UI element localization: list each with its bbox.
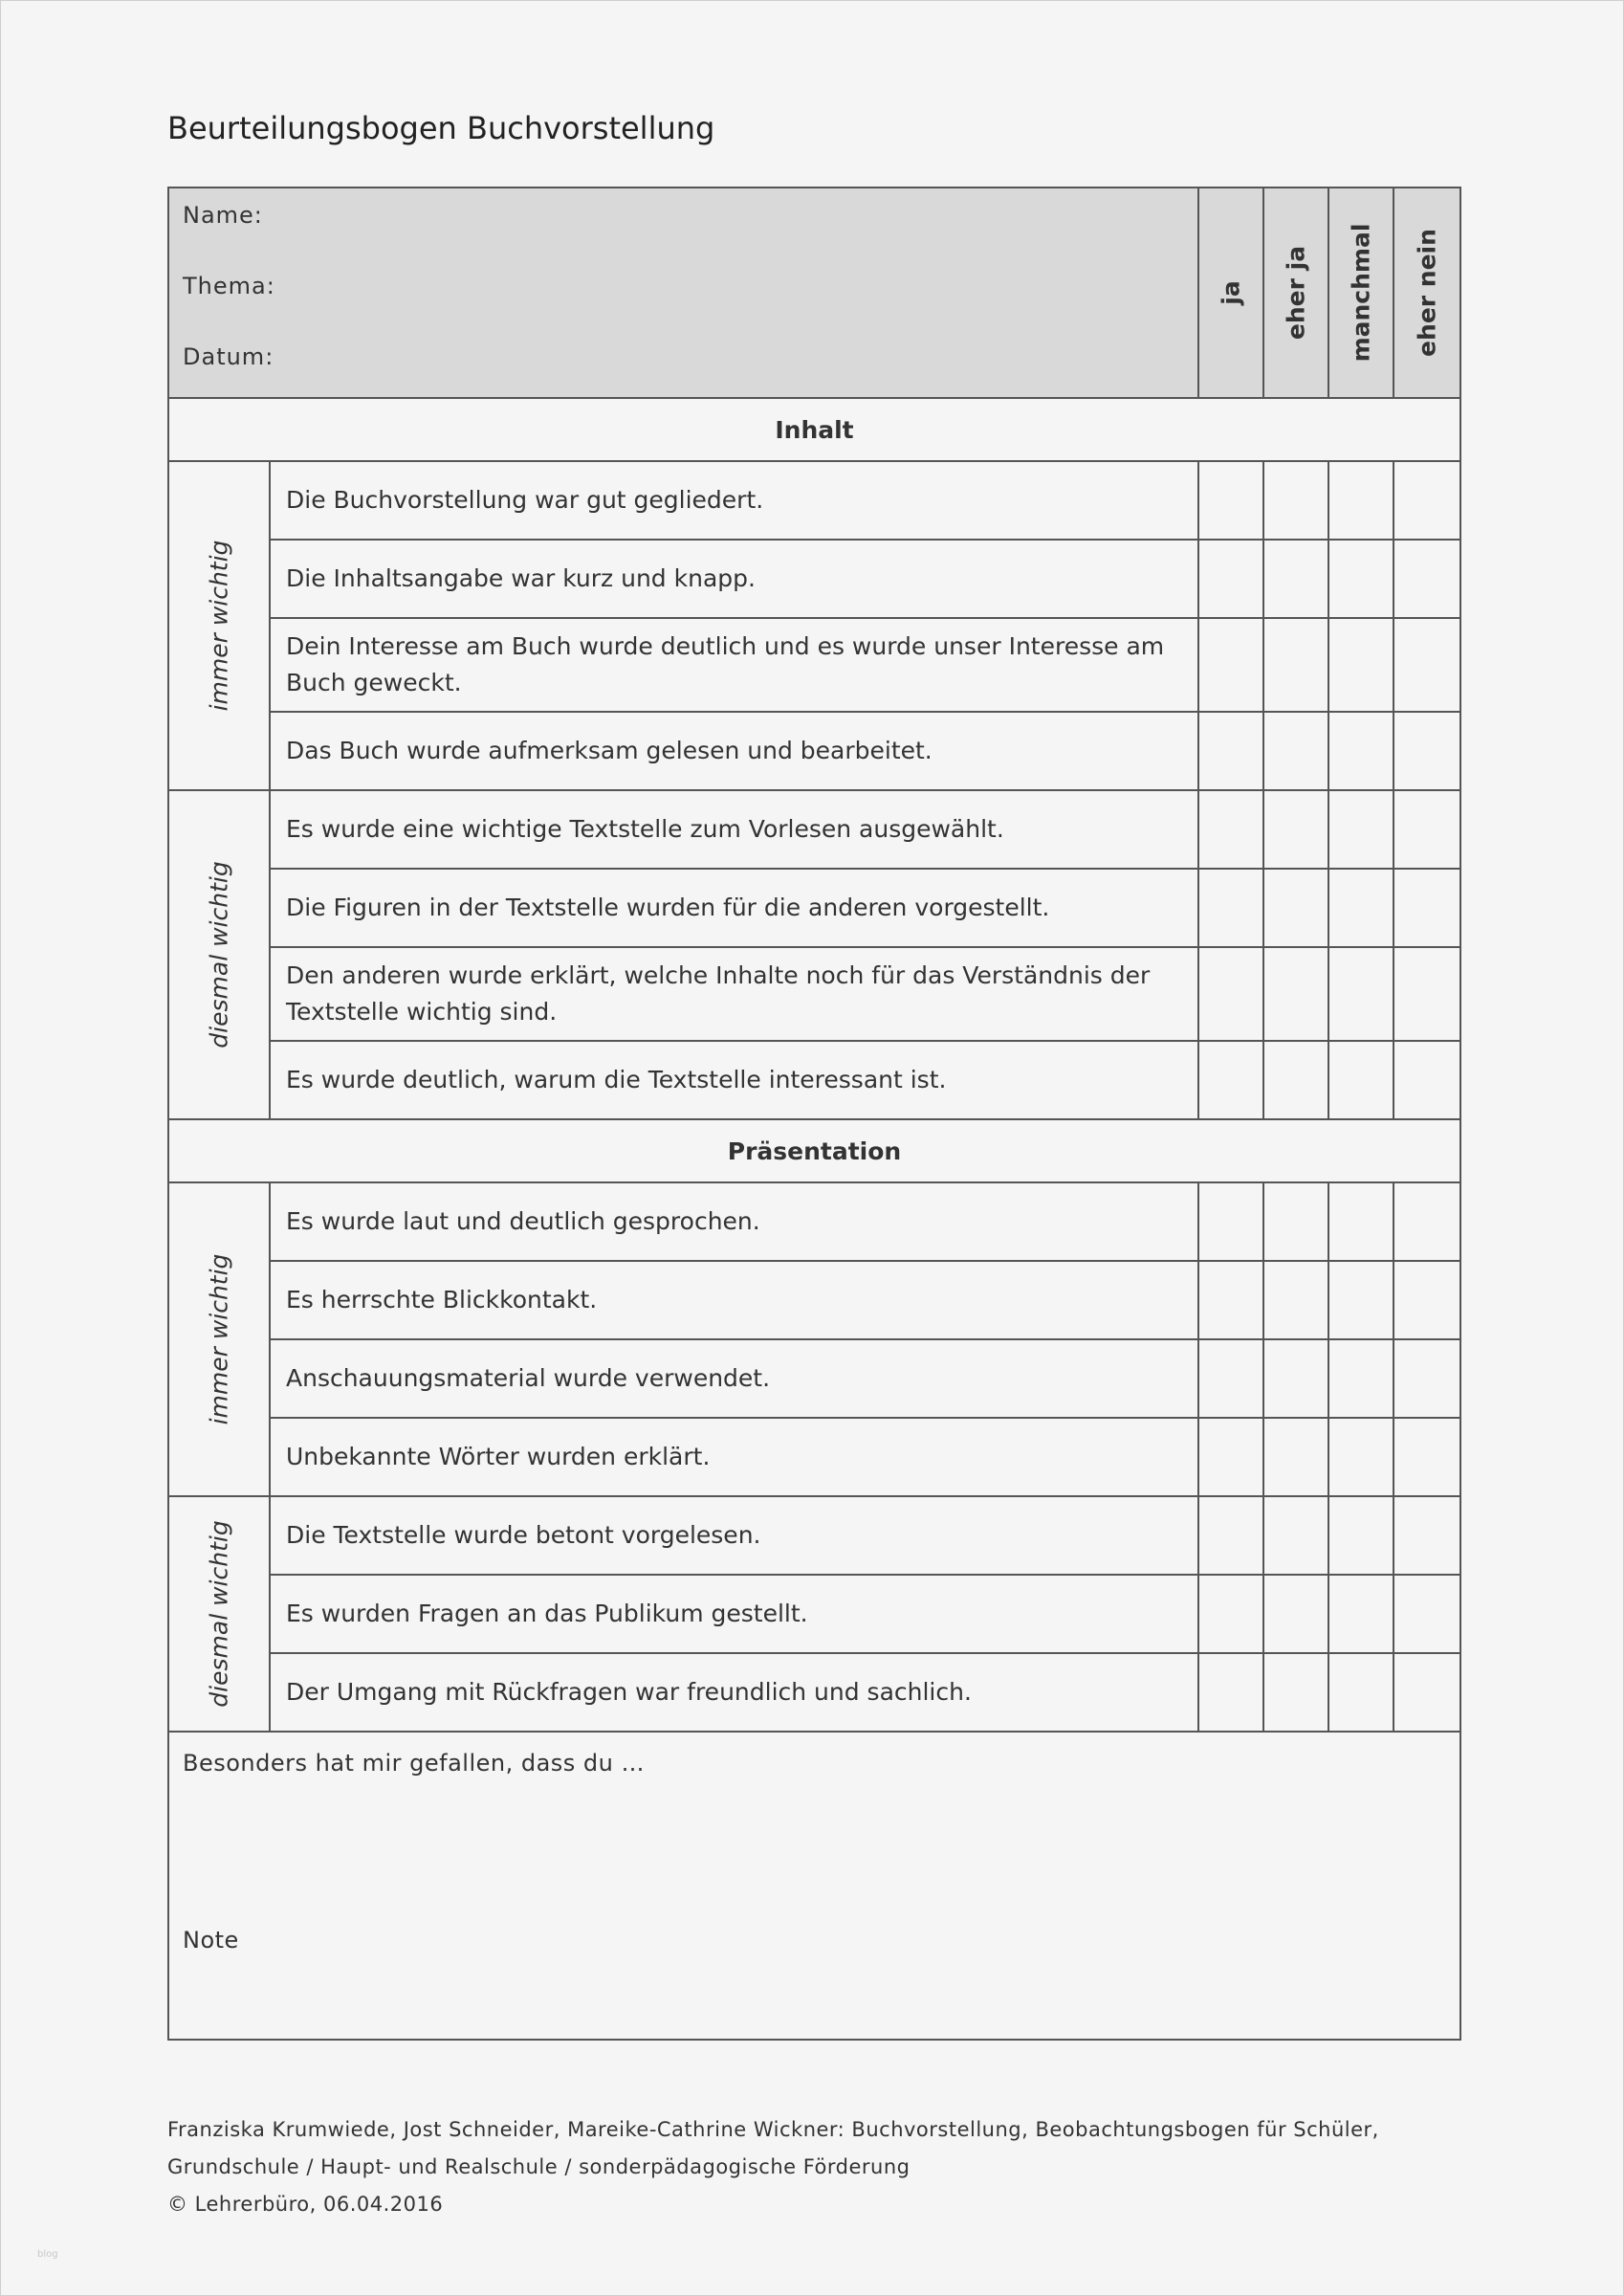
criterion-text: Dein Interesse am Buch wurde deutlich und es wurde unser Interesse am Buch geweckt.: [270, 618, 1198, 712]
comment-prompt: Besonders hat mir gefallen, dass du …: [183, 1750, 646, 1777]
evaluation-table: [167, 187, 1461, 2041]
rating-box-manchmal[interactable]: [1328, 1261, 1394, 1339]
rating-box-eher-nein[interactable]: [1394, 1041, 1460, 1119]
watermark: blog: [37, 2249, 58, 2260]
rating-box-eher-ja[interactable]: [1263, 1575, 1328, 1653]
rating-box-eher-ja[interactable]: [1263, 790, 1328, 869]
table-row: [168, 1653, 1460, 1732]
table-row: [168, 1041, 1460, 1119]
group-label-cell: [168, 1182, 270, 1496]
rating-box-eher-ja[interactable]: [1263, 947, 1328, 1041]
rating-box-eher-nein[interactable]: [1394, 1575, 1460, 1653]
criterion-text: Es wurde laut und deutlich gesprochen.: [270, 1182, 1198, 1261]
table-row: [168, 1418, 1460, 1496]
rating-box-ja[interactable]: [1198, 461, 1263, 540]
student-info-cell: [168, 188, 1198, 398]
rating-box-manchmal[interactable]: [1328, 790, 1394, 869]
comment-row: [168, 1732, 1460, 2040]
table-row: [168, 1339, 1460, 1418]
rating-box-eher-nein[interactable]: [1394, 790, 1460, 869]
rating-box-eher-ja[interactable]: [1263, 540, 1328, 618]
rating-box-manchmal[interactable]: [1328, 1575, 1394, 1653]
rating-box-eher-ja[interactable]: [1263, 461, 1328, 540]
rating-box-eher-nein[interactable]: [1394, 947, 1460, 1041]
table-row: [168, 540, 1460, 618]
rating-box-eher-ja[interactable]: [1263, 1653, 1328, 1732]
rating-box-eher-nein[interactable]: [1394, 1261, 1460, 1339]
rating-box-eher-ja[interactable]: [1263, 1182, 1328, 1261]
rating-box-ja[interactable]: [1198, 712, 1263, 790]
table-row: [168, 1496, 1460, 1575]
criterion-text: Der Umgang mit Rückfragen war freundlich und sachlich.: [270, 1653, 1198, 1732]
rating-box-manchmal[interactable]: [1328, 1182, 1394, 1261]
rating-box-eher-nein[interactable]: [1394, 461, 1460, 540]
rating-box-eher-nein[interactable]: [1394, 1418, 1460, 1496]
criterion-text: Es herrschte Blickkontakt.: [270, 1261, 1198, 1339]
rating-box-eher-nein[interactable]: [1394, 540, 1460, 618]
table-row: [168, 461, 1460, 540]
rating-box-manchmal[interactable]: [1328, 1339, 1394, 1418]
rating-box-ja[interactable]: [1198, 1041, 1263, 1119]
group-label-cell: [168, 461, 270, 790]
section-row-inhalt: [168, 398, 1460, 461]
section-row-praesentation: [168, 1119, 1460, 1182]
name-field-label: Name:: [183, 202, 263, 229]
column-header-manchmal: manchmal: [1328, 188, 1394, 398]
table-row: [168, 1182, 1460, 1261]
criterion-text: Die Buchvorstellung war gut gegliedert.: [270, 461, 1198, 540]
rating-box-ja[interactable]: [1198, 1418, 1263, 1496]
rating-box-ja[interactable]: [1198, 1496, 1263, 1575]
criterion-text: Es wurde eine wichtige Textstelle zum Vorlesen ausgewählt.: [270, 790, 1198, 869]
rating-box-ja[interactable]: [1198, 1261, 1263, 1339]
rating-box-ja[interactable]: [1198, 1182, 1263, 1261]
criterion-text: Unbekannte Wörter wurden erklärt.: [270, 1418, 1198, 1496]
comment-area[interactable]: [168, 1732, 1460, 2040]
table-row: [168, 869, 1460, 947]
group-label: immer wichtig: [205, 1253, 233, 1425]
footer-credits: [167, 2111, 1379, 2223]
grade-label: Note: [183, 1927, 239, 1954]
rating-box-eher-ja[interactable]: [1263, 618, 1328, 712]
rating-box-ja[interactable]: [1198, 618, 1263, 712]
rating-box-manchmal[interactable]: [1328, 1496, 1394, 1575]
column-header-eher-nein: eher nein: [1394, 188, 1460, 398]
group-label: diesmal wichtig: [205, 1520, 233, 1708]
footer-line-schools: Grundschule / Haupt- und Realschule / sonderpädagogische Förderung: [167, 2155, 911, 2178]
criterion-text: Es wurde deutlich, warum die Textstelle interessant ist.: [270, 1041, 1198, 1119]
group-label-cell: [168, 1496, 270, 1732]
page-title: Beurteilungsbogen Buchvorstellung: [167, 110, 715, 146]
rating-box-manchmal[interactable]: [1328, 947, 1394, 1041]
rating-box-manchmal[interactable]: [1328, 618, 1394, 712]
rating-box-manchmal[interactable]: [1328, 461, 1394, 540]
topic-field-label: Thema:: [183, 273, 275, 299]
footer-line-copyright: © Lehrerbüro, 06.04.2016: [167, 2193, 444, 2216]
rating-box-eher-nein[interactable]: [1394, 1339, 1460, 1418]
rating-box-eher-ja[interactable]: [1263, 1339, 1328, 1418]
group-label-cell: [168, 790, 270, 1119]
rating-box-eher-nein[interactable]: [1394, 1496, 1460, 1575]
table-row: [168, 712, 1460, 790]
rating-box-ja[interactable]: [1198, 540, 1263, 618]
rating-box-manchmal[interactable]: [1328, 1041, 1394, 1119]
rating-box-manchmal[interactable]: [1328, 540, 1394, 618]
table-row: [168, 790, 1460, 869]
criterion-text: Die Figuren in der Textstelle wurden für die anderen vorgestellt.: [270, 869, 1198, 947]
rating-box-eher-ja[interactable]: [1263, 869, 1328, 947]
column-header-ja: ja: [1198, 188, 1263, 398]
rating-box-ja[interactable]: [1198, 1339, 1263, 1418]
rating-box-ja[interactable]: [1198, 1653, 1263, 1732]
column-header-eher-ja: eher ja: [1263, 188, 1328, 398]
table-row: [168, 1575, 1460, 1653]
criterion-text: Die Inhaltsangabe war kurz und knapp.: [270, 540, 1198, 618]
rating-box-eher-ja[interactable]: [1263, 1261, 1328, 1339]
header-row: [168, 188, 1460, 398]
rating-box-eher-nein[interactable]: [1394, 712, 1460, 790]
criterion-text: Anschauungsmaterial wurde verwendet.: [270, 1339, 1198, 1418]
criterion-text: Es wurden Fragen an das Publikum gestellt.: [270, 1575, 1198, 1653]
rating-box-manchmal[interactable]: [1328, 1653, 1394, 1732]
rating-box-eher-nein[interactable]: [1394, 1182, 1460, 1261]
rating-box-ja[interactable]: [1198, 790, 1263, 869]
criterion-text: Die Textstelle wurde betont vorgelesen.: [270, 1496, 1198, 1575]
section-title: Inhalt: [168, 398, 1460, 461]
rating-box-ja[interactable]: [1198, 1575, 1263, 1653]
rating-box-ja[interactable]: [1198, 947, 1263, 1041]
rating-box-eher-nein[interactable]: [1394, 1653, 1460, 1732]
table-row: [168, 1261, 1460, 1339]
criterion-text: Das Buch wurde aufmerksam gelesen und bearbeitet.: [270, 712, 1198, 790]
rating-box-ja[interactable]: [1198, 869, 1263, 947]
section-title: Präsentation: [168, 1119, 1460, 1182]
table-row: [168, 947, 1460, 1041]
rating-box-eher-nein[interactable]: [1394, 869, 1460, 947]
rating-box-manchmal[interactable]: [1328, 1418, 1394, 1496]
group-label: immer wichtig: [205, 540, 233, 712]
group-label: diesmal wichtig: [205, 861, 233, 1049]
rating-box-eher-ja[interactable]: [1263, 1496, 1328, 1575]
footer-line-authors: Franziska Krumwiede, Jost Schneider, Mareike-Cathrine Wickner: Buchvorstellung, Beobachtungsbogen für Schüler,: [167, 2118, 1379, 2141]
table-row: [168, 618, 1460, 712]
rating-box-manchmal[interactable]: [1328, 869, 1394, 947]
rating-box-eher-nein[interactable]: [1394, 618, 1460, 712]
rating-box-eher-ja[interactable]: [1263, 1418, 1328, 1496]
criterion-text: Den anderen wurde erklärt, welche Inhalte noch für das Verständnis der Textstelle wichtig sind.: [270, 947, 1198, 1041]
date-field-label: Datum:: [183, 343, 274, 370]
rating-box-eher-ja[interactable]: [1263, 1041, 1328, 1119]
rating-box-eher-ja[interactable]: [1263, 712, 1328, 790]
rating-box-manchmal[interactable]: [1328, 712, 1394, 790]
